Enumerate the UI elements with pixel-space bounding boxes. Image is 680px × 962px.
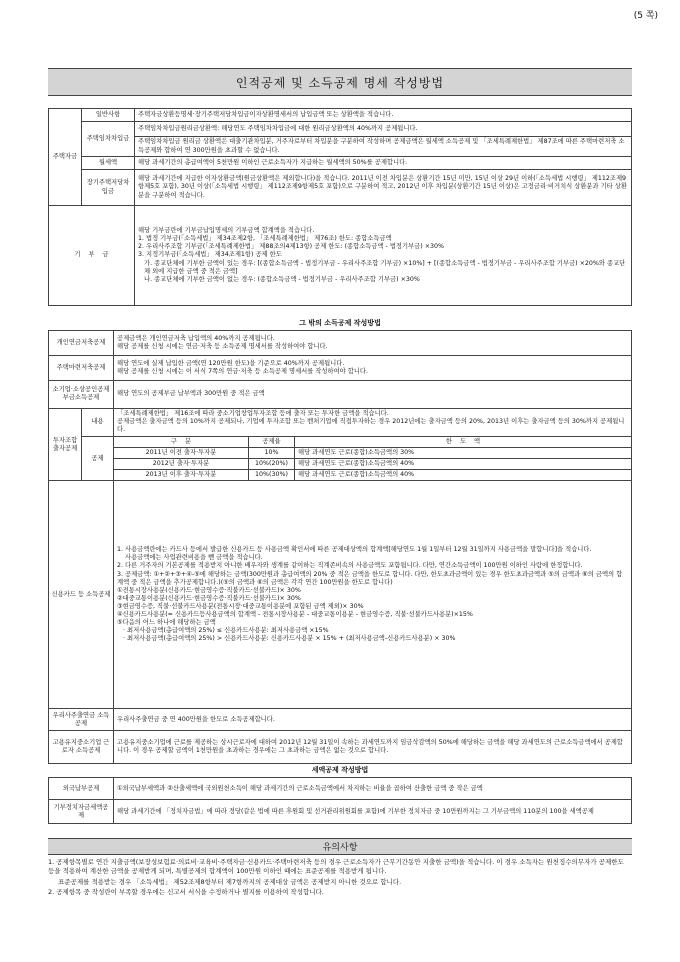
card-line: 1. 사용금액란에는 카드사 등에서 발급한 신용카드 등 사용금액 확인서에 따른 공제대상액의 합계액[해당연도 1월 1일부터 12월 31일까지 사용금액을 말합니다]을 적습니다. (117, 546, 592, 554)
donation-line: 해당 기부금란에 기부금납입명세의 기부금액 합계액을 적습니다. (138, 227, 315, 235)
housing-general-text: 주택자금상환등명세·장기주택저당차입금이자상환명세서의 납입금액 또는 상환액을 적습니다. (135, 109, 632, 122)
page-number: (5 쪽) (633, 11, 658, 21)
venture-row-category: 2012년 출자·투자분 (114, 459, 249, 470)
venture-content-label: 내용 (82, 408, 114, 436)
donation-text (135, 206, 632, 306)
housing-lease-text-2: 주택임차차입금 원리금 상환액은 대출기관차입분, 거주자로부터 차입분을 구분하여 작성하며 공제금액은 월세액 소득공제 및 「조세특례제한법」 제87조에 따른 주택마련저축 소득공제와 합하여 연 300만원을 초과할 수 없습니다. (135, 137, 632, 157)
venture-deduction-label: 공제 (82, 436, 114, 480)
card-line: ⑤다음의 어느 하나에 해당하는 금액 (117, 618, 216, 626)
note-item: 1. 공제항목별로 연간 지출금액(보장성보험료·의료비·교육비·주택자금·신용카드·주택마련저축 등의 경우 근로소득자가 근무기간동안 지출한 금액)을 적습니다. 이 경우 소득자는 원천징수의무자가 공제한도 등을 적용하여 계산한 금액을 공제받게 되며, 특별공제의 합계액이 100만원 이하인 때에는 표준공제를 적용받게 됩니다. (48, 858, 624, 876)
other-deductions-table (48, 317, 632, 824)
esop-label: 우리사주출연금 소득공제 (49, 709, 114, 731)
notes-list (48, 858, 632, 899)
housing-lease-label: 주택임차차입금 (82, 122, 135, 157)
housing-savings-line: 해당 공제를 신청 시에는 이 서식 7쪽의 연금·저축 등 소득공제 명세서를 작성하여야 합니다. (117, 367, 369, 375)
housing-savings-text (114, 355, 632, 380)
housing-rent-label: 월세액 (82, 157, 135, 170)
venture-row-category: 2013년 이후 출자·투자분 (114, 470, 249, 481)
sme-retention-text: 고용유지중소기업에 근로를 제공하는 상시근로자에 대하여 2012년 12월 31일이 속하는 과세연도까지 임금삭감액의 50%에 해당하는 금액을 해당 과세연도의 근로소득금액에서 공제합니다. 이 경우 공제할 금액이 1천만원을 초과하는 경우에는 그 초과하는 금액은 없는 것으로 합니다. (114, 731, 632, 764)
political-label: 기부정치자금세액공제 (49, 800, 114, 824)
pension-line: 해당 공제를 신청 시에는 연금·저축 등 소득공제 명세서를 작성하여야 합니다. (117, 342, 328, 350)
housing-general-label: 일반사항 (82, 109, 135, 122)
card-line: ②대중교통이용분(신용카드·현금영수증·직불카드·선불카드)× 30% (117, 594, 301, 602)
venture-content-line: 「조세특례제한법」 제16조에 따라 중소기업창업투자조합 등에 출자 또는 투자한 금액을 적습니다. (117, 410, 389, 418)
housing-savings-line: 해당 연도에 실제 납입한 금액(연 120만원 한도)을 기준으로 40%까지 공제됩니다. (117, 359, 345, 367)
foreign-tax-label: 외국납부공제 (49, 778, 114, 800)
housing-lease-text-1: 주택임차차입금원리금상환액: 해당연도 주택임차차입금에 대한 원리금상환액의 40%까지 공제됩니다. (135, 122, 632, 137)
housing-savings-label: 주택마련저축공제 (49, 355, 114, 380)
venture-header-limit: 한 도 액 (295, 436, 632, 447)
venture-row-rate: 10%(20%) (249, 459, 295, 470)
esop-text: 우리사주출연금 중 연 400만원을 한도로 소득공제합니다. (114, 709, 632, 731)
pension-label: 개인연금저축공제 (49, 330, 114, 355)
political-text: 해당 과세기간에 「정치자금법」에 따라 정당(같은 법에 따른 후원회 및 선거관리위원회를 포함)에 기부한 정치자금 중 10만원까지는 그 기부금액의 110분의 100을 세액공제 (114, 800, 632, 824)
donation-label: 기 부 금 (49, 206, 135, 306)
card-line: ③현금영수증, 직불·선불카드사용분(전통시장·대중교통이용분에 포함된 금액 제외)× 30% (117, 602, 364, 610)
notes-title: 유의사항 (48, 838, 632, 855)
small-biz-text: 해당 연도의 공제부금 납부액과 300만원 중 적은 금액 (114, 380, 632, 408)
tax-credit-section-title: 세액공제 작성방법 (311, 766, 369, 775)
housing-mortgage-label: 장기주택저당차입금 (82, 170, 135, 206)
venture-label: 투자조합출자공제 (49, 408, 82, 480)
small-biz-label: 소기업·소상공인공제부금소득공제 (49, 380, 114, 408)
note-item: 2. 공제항목 중 작성란이 부족할 경우에는 신고서 서식을 수정하거나 별지를 이용하여 작성합니다. (48, 888, 324, 897)
card-line: 2. 다른 거주자의 기본공제를 적용받지 아니한 배우자와 생계를 같이하는 직계존비속의 사용금액도 포함됩니다. 다만, 연간소득금액이 100만원 이하인 사람에 한정합니다. (117, 562, 583, 570)
card-line: · 최저사용금액(총급여액의 25%) > 신용카드사용분: 신용카드사용분 × 15% + (최저사용금액-신용카드사용분) × 30% (123, 634, 456, 642)
note-item: 표준공제를 적용받는 경우 「소득세법」 제52조제8항부터 제7항까지의 공제대상 금액은 공제받지 아니한 것으로 합니다. (58, 877, 402, 886)
donation-line: 나. 종교단체에 기부한 금액이 없는 경우: (종합소득금액 - 법정기부금 - 우리사주조합 기부금) ×30% (144, 275, 420, 283)
card-line: 사용금액에는 사업관련비용을 뺀 금액을 적습니다. (125, 554, 263, 562)
card-line: · 최저사용금액(총급여액의 25%) ≤ 신용카드사용분: 최저사용금액 ×15% (123, 626, 329, 634)
card-line: ①전통시장사용분(신용카드·현금영수증·직불카드·선불카드)× 30% (117, 586, 301, 594)
card-line: ④신용카드사용분(= 신용카드등사용금액의 합계액 - 전통시장사용분 - 대중교통이용분 - 현금영수증, 직불·선불카드사용분)×15% (117, 610, 473, 618)
venture-row-limit: 해당 과세연도 근로(종합)소득금액의 40% (295, 459, 632, 470)
donation-line: 3. 지정기부금(「소득세법」 제34조제1항) 공제 한도 (138, 251, 282, 259)
venture-header-rate: 공제율 (249, 436, 295, 447)
venture-content-line: 공제금액은 출자금액 등의 10%까지 공제되나, 기업에 투자조합 또는 벤처기업에 직접투자하는 경우 2012년에는 출자금액 등의 20%, 2013년 이후는 출자금액 등의 30%까지 공제됩니다. (117, 418, 625, 434)
donation-line: 1. 법정 기부금(「소득세법」 제34조제2항, 「조세특례제한법」 제76조) 한도: 종합소득금액 (138, 235, 392, 243)
donation-line: 2. 우리사주조합 기부금(「조세특례제한법」 제88조의4제13항) 공제 한도: (종합소득금액 - 법정기부금) ×30% (138, 243, 444, 251)
foreign-tax-text: ①외국납부세액과 ②산출세액에 국외원천소득이 해당 과세기간의 근로소득금액에서 차지하는 비율을 곱하여 산출한 금액 중 작은 금액 (114, 778, 632, 800)
card-label: 신용카드 등 소득공제 (49, 481, 114, 709)
venture-content-text (114, 408, 632, 436)
venture-row-category: 2011년 이전 출자·투자분 (114, 448, 249, 459)
pension-text (114, 330, 632, 355)
housing-mortgage-text: 해당 과세기간에 지급한 이자상환금액(원금상환액은 제외합니다)을 적습니다. 2011년 이전 차입분은 상환기간 15년 미만, 15년 이상 29년 이하(「소득세법 시행령」 제112조제9항제5호 포함), 30년 이상(「소득세법 시행령」 제112조제9항제5호 포함)으로 구분하여 적고, 2012년 이후 차입분(상환기간 15년 이상)은 고정금리·비거치식 상환분과 기타 상환분을 구분하여 적습니다. (135, 170, 632, 206)
card-text (114, 481, 632, 709)
sme-retention-label: 고용유지중소기업 근로자 소득공제 (49, 731, 114, 764)
other-section-title: 그 밖의 소득공제 작성방법 (299, 319, 381, 327)
venture-row-limit: 해당 과세연도 근로(종합)소득금액의 40% (295, 470, 632, 481)
card-line: 3. 공제금액: ①+②+③+④-⑤에 해당하는 금액(300만원과 총급여액의 20% 중 적은 금액을 한도로 합니다. 다만, 한도초과금액이 있는 경우 한도초과금액과 ⑤의 금액과 ⑥의 금액의 합계액 중 적은 금액을 추가공제합니다.)(⑤의 금액과 ⑥의 금액은 각각 연간 100만원을 한도로 합니다) (117, 570, 623, 586)
pension-line: 공제금액은 개인연금저축 납입액의 40%까지 공제됩니다. (117, 334, 275, 342)
venture-row-rate: 10%(30%) (249, 470, 295, 481)
deduction-guide-table (48, 108, 632, 306)
housing-rent-text: 해당 과세기간의 총급여액이 5천만원 이하인 근로소득자가 지급하는 월세액의 50%를 공제합니다. (135, 157, 632, 170)
donation-line: 가. 종교단체에 기부한 금액이 있는 경우: [(종합소득금액 - 법정기부금 - 우리사주조합 기부금) ×10%] + [(종합소득금액 - 법정기부금 - 우리사주조합 기부금) ×20%와 종교단체 외에 지급한 금액 중 적은 금액] (144, 259, 626, 275)
venture-header-category: 구 분 (114, 436, 249, 447)
venture-row-limit: 해당 과세연도 근로(종합)소득금액의 30% (295, 448, 632, 459)
page-title: 인적공제 및 소득공제 명세 작성방법 (48, 68, 632, 96)
housing-group-label: 주택자금 (49, 109, 82, 206)
venture-row-rate: 10% (249, 448, 295, 459)
